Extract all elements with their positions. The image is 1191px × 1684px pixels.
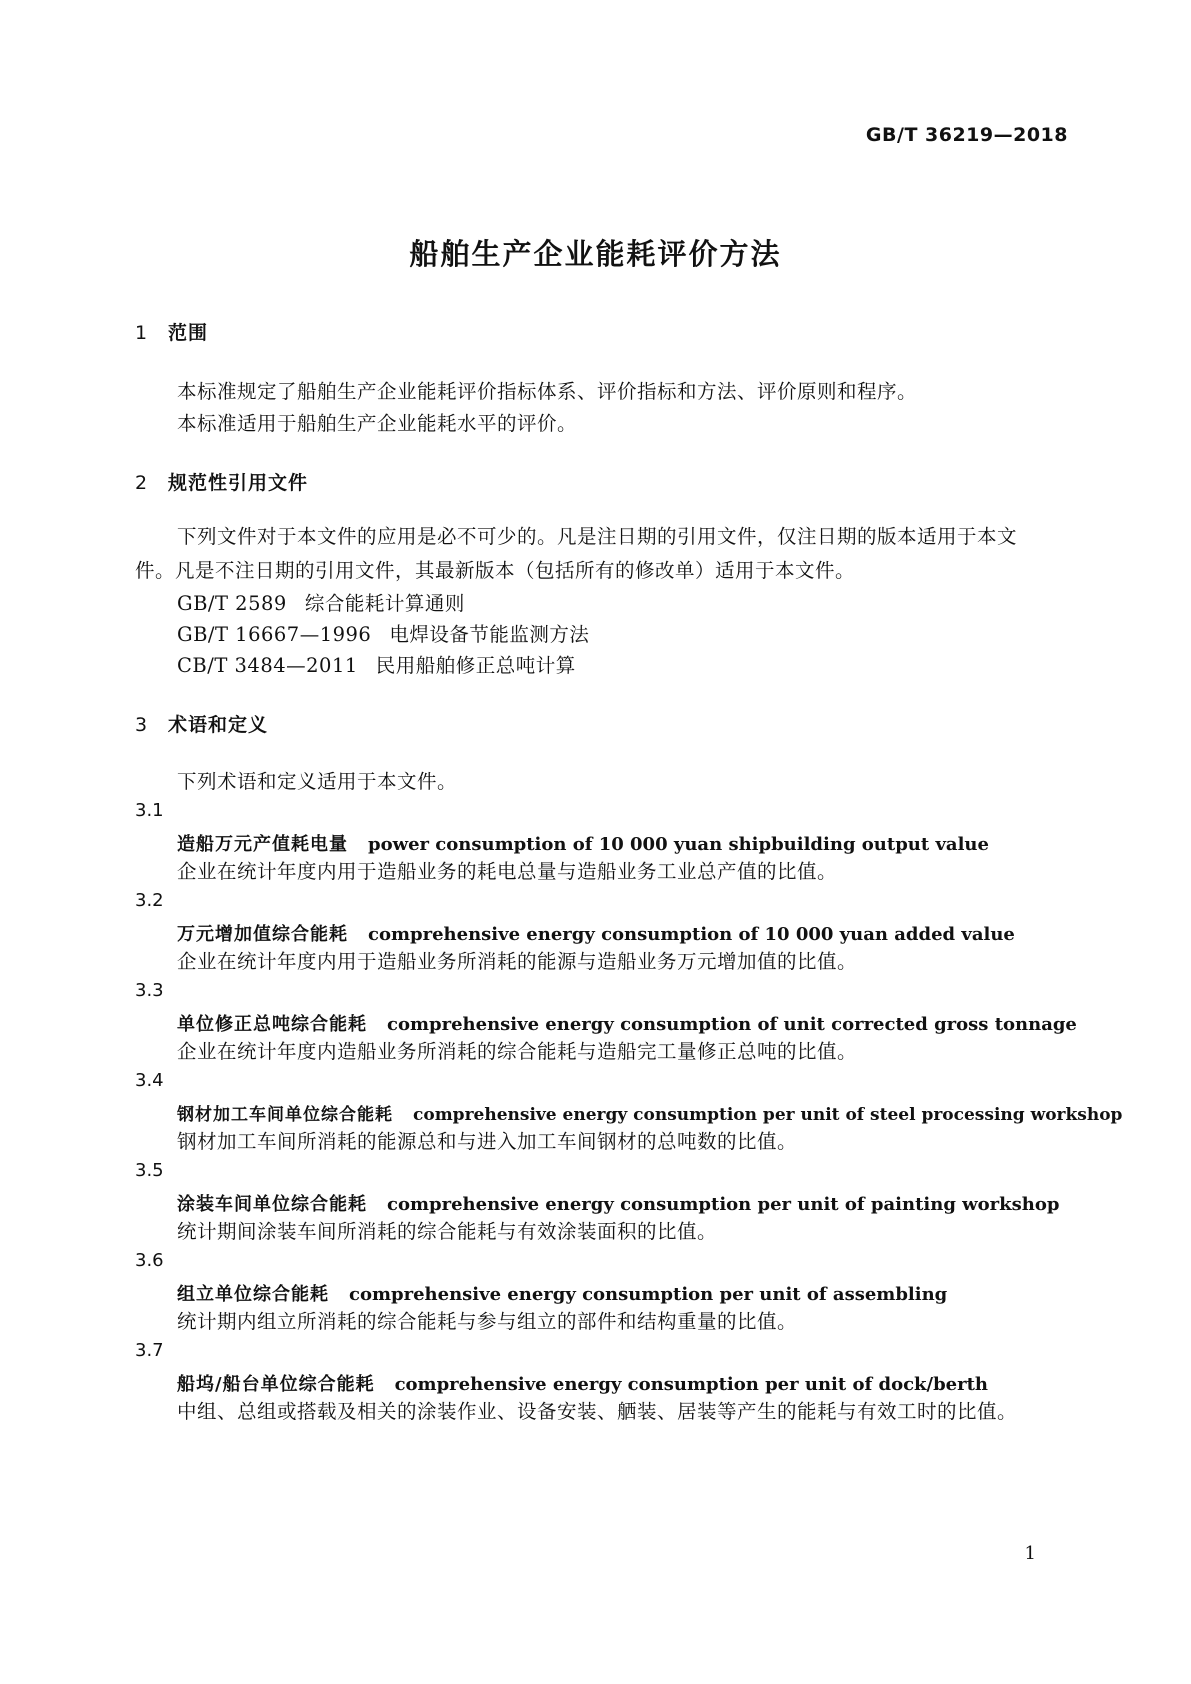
reference-title: 电焊设备节能监测方法: [389, 623, 590, 646]
term-definition: 企业在统计年度内用于造船业务的耗电总量与造船业务工业总产值的比值。: [177, 860, 838, 883]
term-number: 3.7: [135, 1340, 164, 1361]
section-3-heading: [135, 710, 268, 737]
term-en: comprehensive energy consumption per unit of painting workshop: [387, 1194, 1060, 1215]
reference-item: [177, 588, 465, 616]
term-heading: [177, 830, 989, 856]
term-zh: 造船万元产值耗电量: [177, 834, 348, 855]
term-heading: [177, 1370, 988, 1396]
term-heading: [177, 1100, 1122, 1125]
term-heading: [177, 1280, 947, 1306]
reference-title: 综合能耗计算通则: [304, 592, 465, 615]
reference-code: GB/T 16667—1996: [177, 623, 372, 646]
term-definition: 钢材加工车间所消耗的能源总和与进入加工车间钢材的总吨数的比值。: [177, 1130, 798, 1153]
reference-title: 民用船舶修正总吨计算: [375, 654, 576, 677]
term-en: comprehensive energy consumption per unit of steel processing workshop: [413, 1105, 1123, 1125]
term-en: comprehensive energy consumption per unit of dock/berth: [394, 1374, 989, 1395]
document-title: 船舶生产企业能耗评价方法: [409, 237, 782, 271]
term-en: comprehensive energy consumption of 10 000 yuan added value: [368, 924, 1015, 945]
term-definition: 企业在统计年度内用于造船业务所消耗的能源与造船业务万元增加值的比值。: [177, 950, 858, 973]
section-1-heading: [135, 318, 208, 345]
term-definition: 统计期内组立所消耗的综合能耗与参与组立的部件和结构重量的比值。: [177, 1310, 798, 1333]
reference-item: [177, 650, 576, 678]
term-zh: 组立单位综合能耗: [177, 1284, 329, 1305]
section-2-intro: 下列文件对于本文件的应用是必不可少的。凡是注日期的引用文件，仅注日期的版本适用于本文件。凡是不注日期的引用文件，其最新版本（包括所有的修改单）适用于本文件。: [135, 525, 1018, 582]
standard-number: GB/T 36219—2018: [865, 124, 1068, 146]
term-heading: [177, 1190, 1059, 1216]
page-number: 1: [1024, 1543, 1036, 1564]
term-zh: 单位修正总吨综合能耗: [177, 1014, 367, 1035]
term-number: 3.2: [135, 890, 164, 911]
term-number: 3.3: [135, 980, 164, 1001]
term-en: comprehensive energy consumption of unit corrected gross tonnage: [387, 1014, 1077, 1035]
section-1-paragraph: 本标准适用于船舶生产企业能耗水平的评价。: [177, 412, 578, 435]
term-definition: 中组、总组或搭载及相关的涂装作业、设备安装、舾装、居装等产生的能耗与有效工时的比值。: [177, 1400, 1018, 1423]
section-2-title: 规范性引用文件: [168, 472, 309, 494]
term-zh: 船坞/船台单位综合能耗: [177, 1374, 375, 1395]
section-3-intro: 下列术语和定义适用于本文件。: [177, 770, 458, 793]
term-zh: 涂装车间单位综合能耗: [177, 1194, 367, 1215]
term-en: comprehensive energy consumption per unit of assembling: [349, 1284, 948, 1305]
reference-code: GB/T 2589: [177, 592, 287, 615]
reference-item: [177, 619, 589, 647]
term-definition: 统计期间涂装车间所消耗的综合能耗与有效涂装面积的比值。: [177, 1220, 718, 1243]
term-number: 3.4: [135, 1070, 164, 1091]
term-heading: [177, 920, 1015, 946]
section-1-number: 1: [135, 322, 149, 344]
term-heading: [177, 1010, 1077, 1036]
section-1-title: 范围: [168, 322, 209, 344]
term-zh: 钢材加工车间单位综合能耗: [177, 1105, 393, 1125]
section-3-title: 术语和定义: [168, 714, 269, 736]
section-1-paragraph: 本标准规定了船舶生产企业能耗评价指标体系、评价指标和方法、评价原则和程序。: [177, 380, 918, 403]
reference-code: CB/T 3484—2011: [177, 654, 358, 677]
section-2-number: 2: [135, 472, 149, 494]
term-number: 3.5: [135, 1160, 164, 1181]
term-en: power consumption of 10 000 yuan shipbuilding output value: [368, 834, 989, 855]
term-definition: 企业在统计年度内造船业务所消耗的综合能耗与造船完工量修正总吨的比值。: [177, 1040, 858, 1063]
term-number: 3.1: [135, 800, 164, 821]
term-number: 3.6: [135, 1250, 164, 1271]
section-2-heading: [135, 468, 308, 495]
term-zh: 万元增加值综合能耗: [177, 924, 348, 945]
section-3-number: 3: [135, 714, 149, 736]
